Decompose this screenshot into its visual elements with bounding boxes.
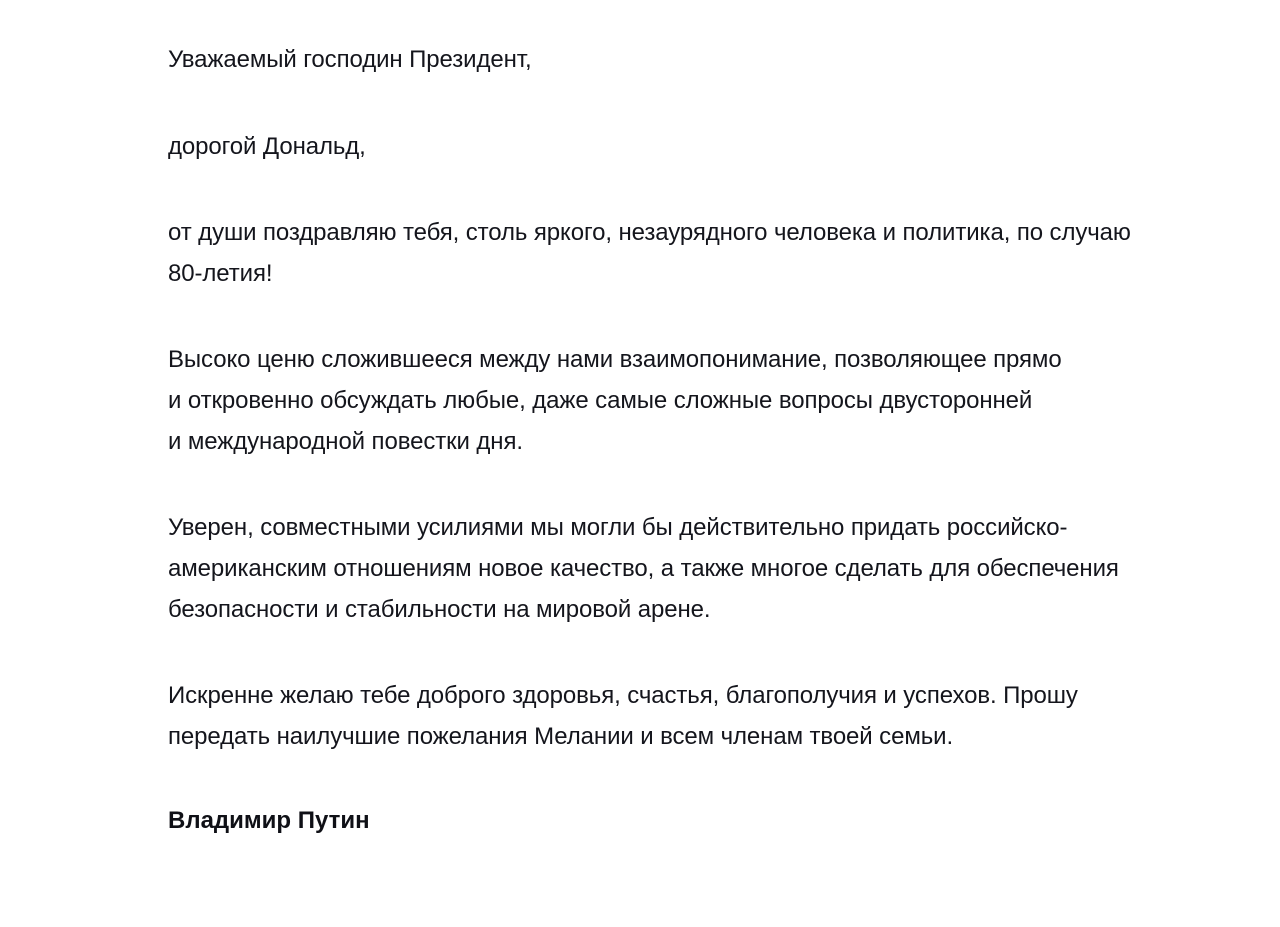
- paragraph-line: американским отношениям новое качество, а также многое сделать для обеспечения: [168, 555, 1119, 582]
- paragraph-line: Искренне желаю тебе доброго здоровья, счастья, благополучия и успехов. Прошу: [168, 682, 1078, 709]
- signature: Владимир Путин: [168, 807, 370, 834]
- greeting: [168, 126, 366, 167]
- paragraph-line: и откровенно обсуждать любые, даже самые сложные вопросы двусторонней: [168, 387, 1033, 414]
- salutation: [168, 39, 532, 80]
- paragraph-line: Уверен, совместными усилиями мы могли бы действительно придать российско-: [168, 514, 1068, 541]
- paragraph-congratulations: [168, 212, 1131, 294]
- paragraph-line: 80-летия!: [168, 260, 273, 287]
- paragraph-understanding: [168, 339, 1062, 462]
- paragraph-wishes: [168, 675, 1078, 757]
- paragraph-line: от души поздравляю тебя, столь яркого, незаурядного человека и политика, по случаю: [168, 219, 1131, 246]
- paragraph-line: Высоко ценю сложившееся между нами взаимопонимание, позволяющее прямо: [168, 346, 1062, 373]
- paragraph-line: безопасности и стабильности на мировой арене.: [168, 596, 711, 623]
- salutation-line: Уважаемый господин Президент,: [168, 46, 532, 73]
- paragraph-line: и международной повестки дня.: [168, 428, 523, 455]
- greeting-line: дорогой Дональд,: [168, 133, 366, 160]
- paragraph-cooperation: [168, 507, 1119, 630]
- paragraph-line: передать наилучшие пожелания Мелании и всем членам твоей семьи.: [168, 723, 954, 750]
